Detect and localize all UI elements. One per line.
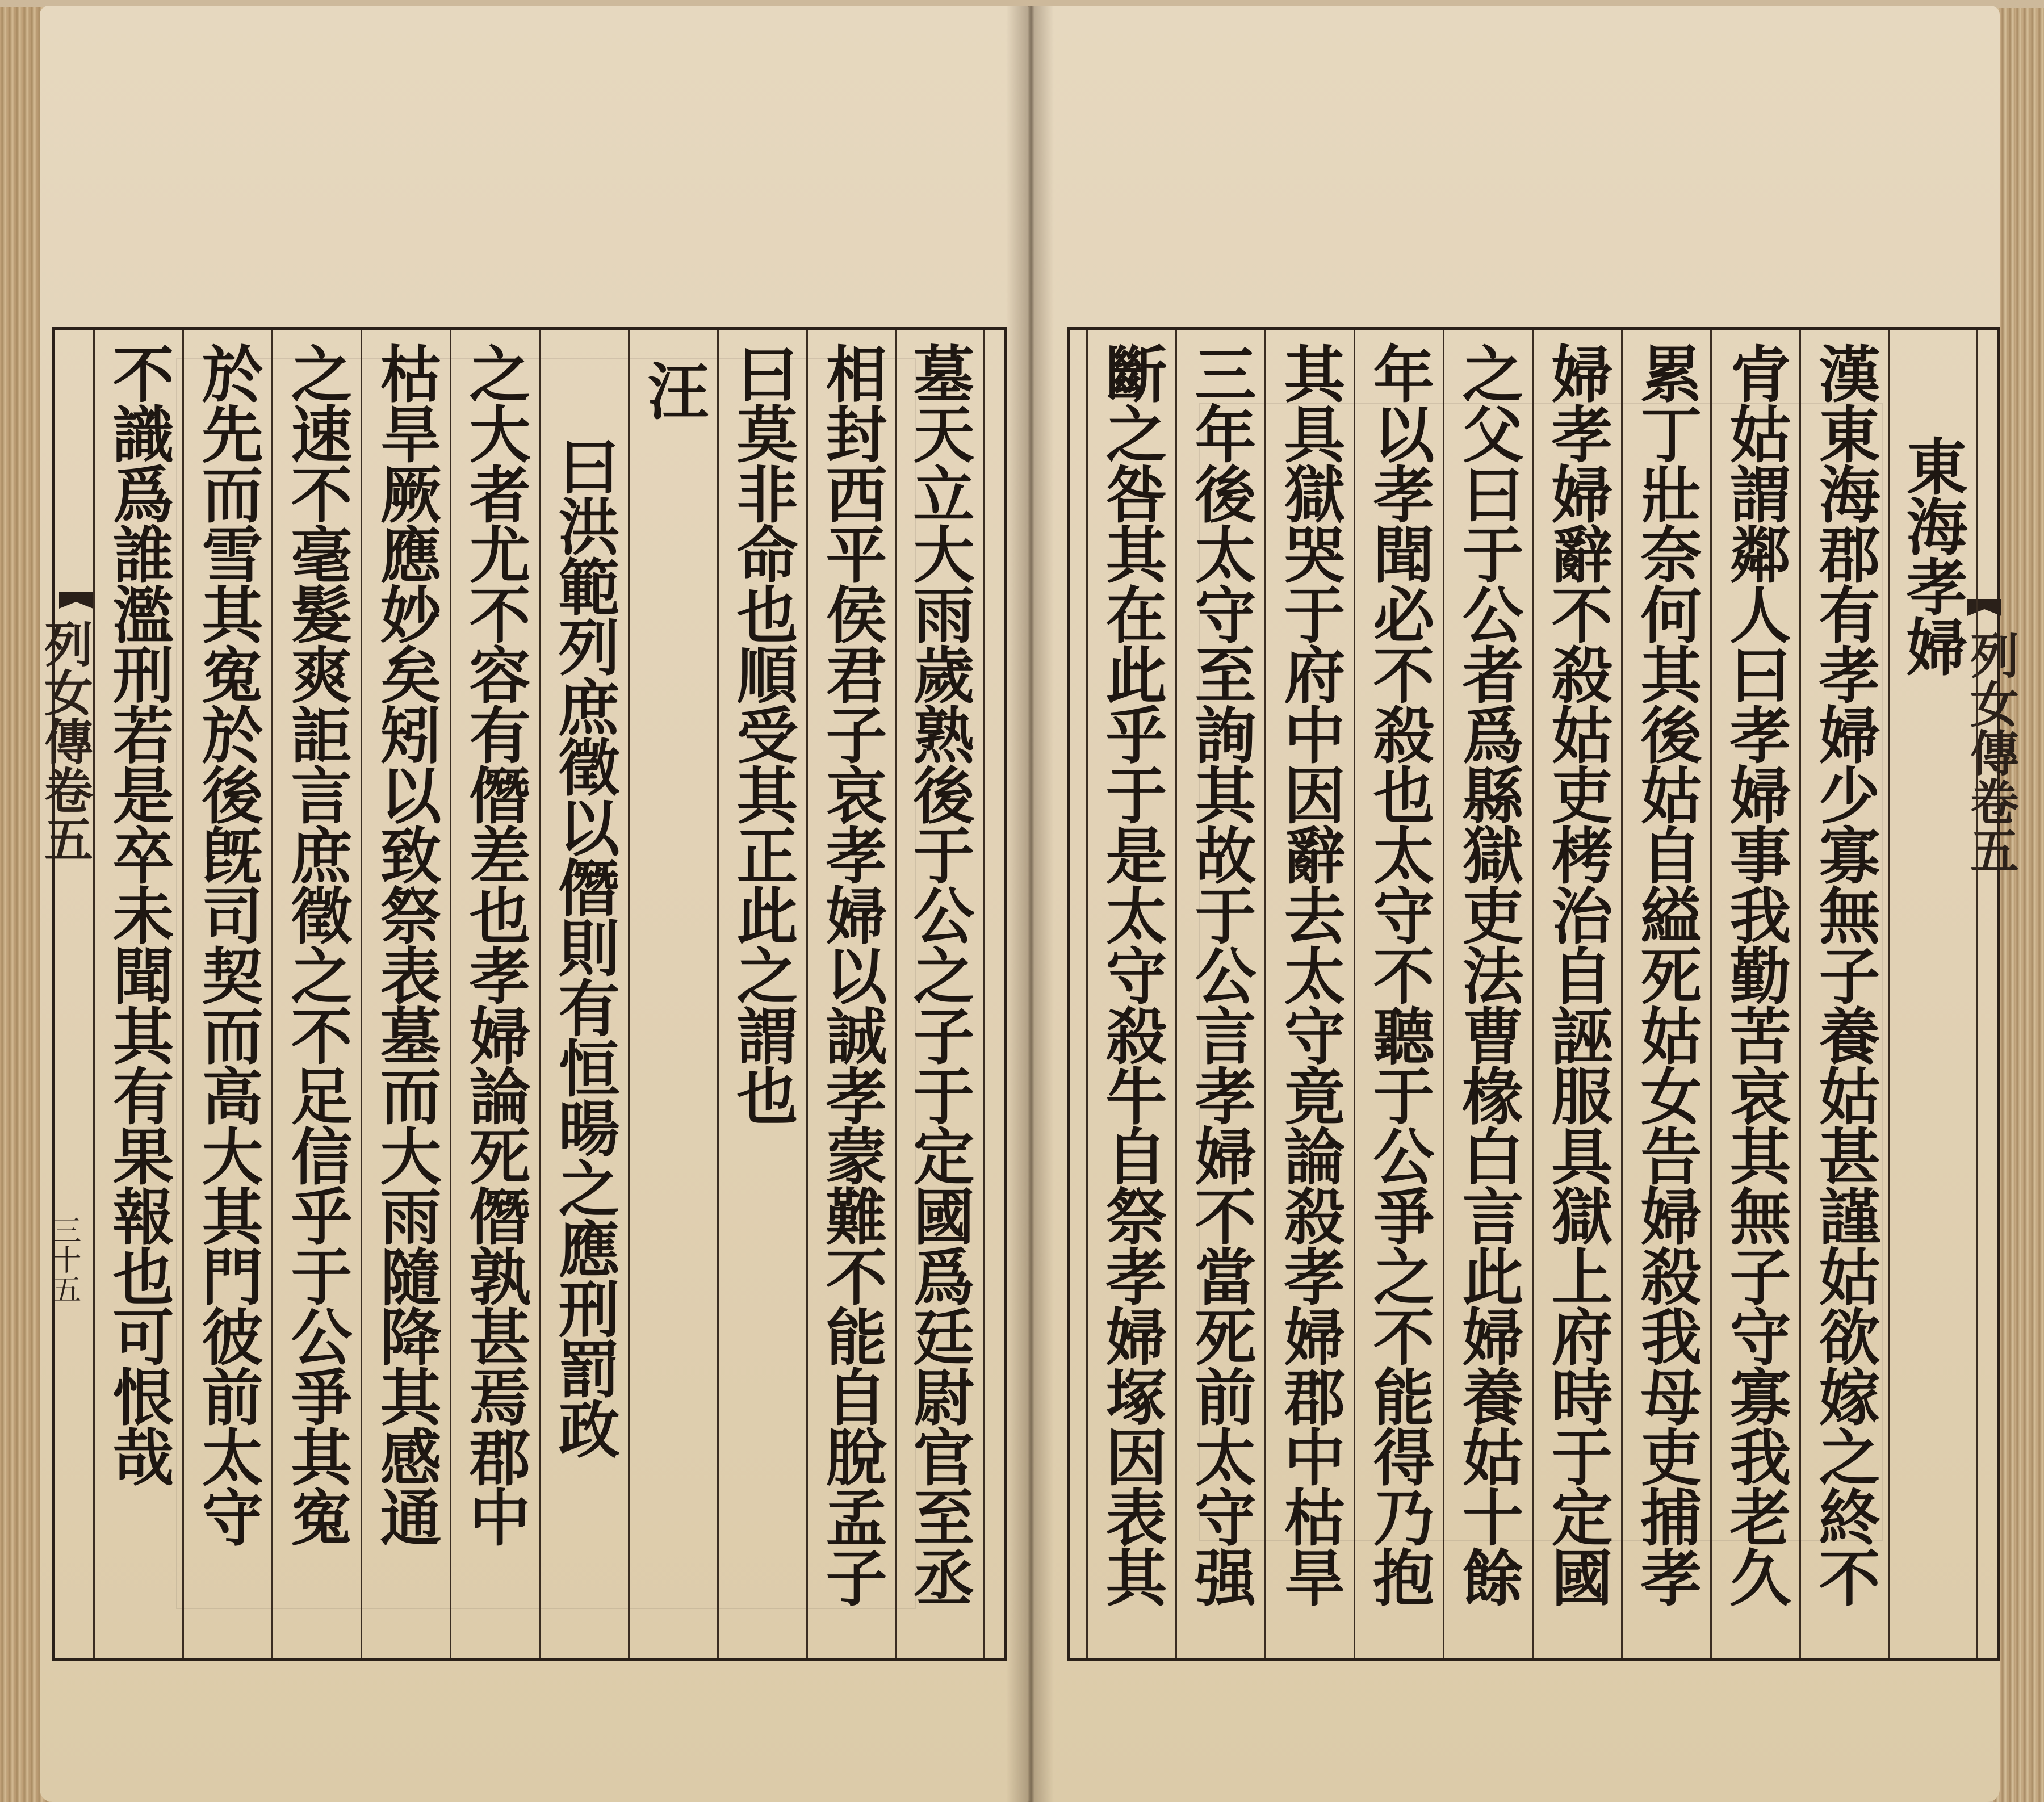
text-column: [361, 330, 450, 1658]
column-text: 相封西平侯君子哀孝婦以誠孝蒙難不能自脫孟子: [815, 342, 887, 1606]
column-text: 肻姑謂鄰人曰孝婦事我勤苦哀其無子守寡我老久: [1719, 342, 1791, 1606]
margin-title-right: 列女傳卷五: [1962, 630, 2019, 874]
column-text: 之速不毫髮爽詎言庶徵之不足信乎于公爭其寃: [280, 342, 352, 1546]
text-column: [1532, 330, 1621, 1658]
column-text: 斷之咎其在此乎于是太守殺牛自祭孝婦塚因表其: [1095, 342, 1167, 1606]
column-text: 其具獄哭于府中因辭去太守竟論殺孝婦郡中枯旱: [1274, 342, 1345, 1606]
left-columns: [93, 330, 985, 1658]
text-column: [1710, 330, 1799, 1658]
text-column: [271, 330, 361, 1658]
text-column: [806, 330, 895, 1658]
right-columns: [1086, 330, 1978, 1658]
text-column: [1175, 330, 1264, 1658]
text-column: [1621, 330, 1710, 1658]
column-text: 墓天立大雨歲熟後于公之子于定國爲廷尉官至丞: [903, 342, 974, 1606]
margin-title-left: 列女傳卷五: [36, 619, 93, 863]
column-text: 之大者尤不容有僭差也孝婦論死僭孰甚焉郡中: [459, 342, 530, 1546]
right-page-edges: [1993, 8, 2044, 1802]
commentary-label: 汪: [637, 359, 709, 420]
column-text: 曰莫非命也順受其正此之謂也: [726, 342, 798, 1125]
text-column: [1443, 330, 1532, 1658]
text-column: [1086, 330, 1175, 1658]
column-text: 婦孝婦辭不殺姑吏栲治自誣服具獄上府時于定國: [1541, 342, 1612, 1606]
left-text-frame: [52, 327, 1007, 1661]
page-number: 三十五: [47, 1215, 81, 1304]
column-text: 累丁壯奈何其後姑自縊死姑女告婦殺我母吏捕孝: [1630, 342, 1702, 1606]
column-text: 年以孝聞必不殺也太守不聽于公爭之不能得乃抱: [1363, 342, 1434, 1606]
text-column: [1799, 330, 1888, 1658]
text-column: [182, 330, 271, 1658]
chapter-title-column: [1888, 330, 1978, 1658]
text-column: [1354, 330, 1443, 1658]
text-column: [450, 330, 539, 1658]
chapter-title: 東海孝婦: [1896, 435, 1967, 676]
right-text-frame: [1067, 327, 2000, 1661]
text-column: [1264, 330, 1354, 1658]
text-column: [93, 330, 182, 1658]
column-text: 不識爲誰濫刑若是卒未聞其有果報也可恨哉: [102, 342, 174, 1486]
column-text: 於先而雪其寃於後旣司契而高大其門彼前太守: [191, 342, 263, 1546]
text-column: [539, 330, 628, 1658]
column-text: 漢東海郡有孝婦少寡無子養姑甚謹姑欲嫁之終不: [1808, 342, 1880, 1606]
book-gutter: [1006, 6, 1054, 1802]
text-column: [895, 330, 985, 1658]
commentary-label-column: [628, 330, 717, 1658]
column-text: 之父曰于公者爲縣獄吏法曹椽白言此婦養姑十餘: [1452, 342, 1523, 1606]
text-column: [717, 330, 806, 1658]
column-text: 枯旱厥應妙矣矧以致祭表墓而大雨隨降其感通: [370, 342, 441, 1546]
column-text: 曰洪範列庶徵以僭則有恒暘之應刑罰政: [548, 435, 619, 1458]
column-text: 三年後太守至詢其故于公言孝婦不當死前太守强: [1184, 342, 1256, 1606]
